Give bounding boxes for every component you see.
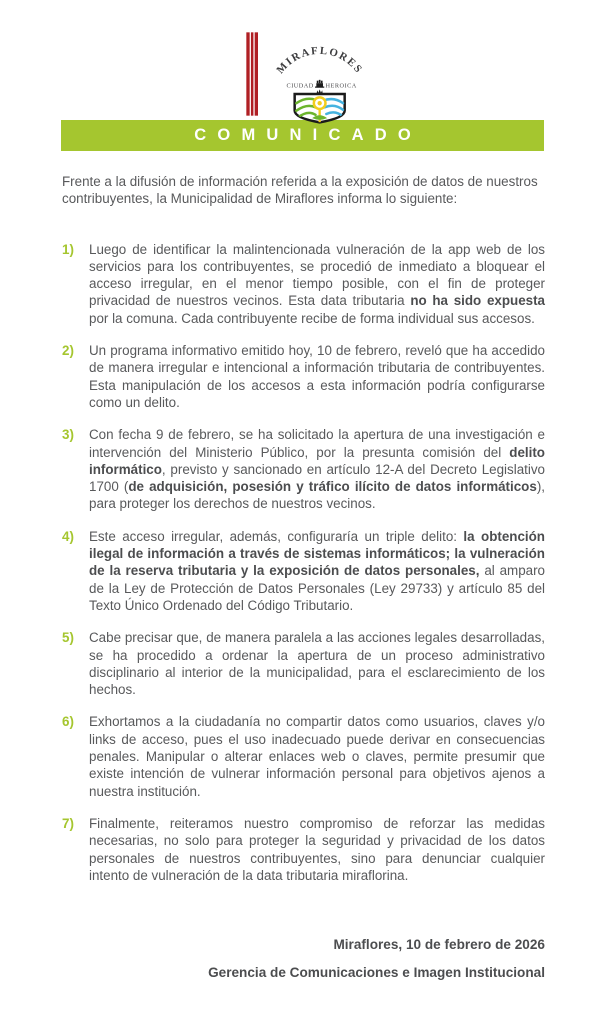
comunicado-banner <box>61 120 544 151</box>
item-number: 4) <box>62 528 74 544</box>
footer-signature: Gerencia de Comunicaciones e Imagen Institucional <box>208 965 545 980</box>
list-item <box>62 241 545 327</box>
list-item <box>62 713 545 799</box>
logo-motto-right: HEROICA <box>325 82 357 90</box>
logo-city-name: MIRAFLORES <box>273 44 365 77</box>
logo-motto-left: CIUDAD <box>286 82 314 90</box>
castle-icon <box>315 80 324 88</box>
item-text: Este acceso irregular, además, configuraría un triple delito: la obtención ilegal de información a través de sistemas informáticos; la vulneración de la reserva tributaria y la exposición de datos personales, al amparo de la Ley de Protección de Datos Personales (Ley 29733) y artículo 85 del Texto Único Ordenado del Código Tributario. <box>89 528 545 613</box>
footer <box>60 937 545 980</box>
list-item <box>62 815 545 884</box>
miraflores-logo <box>236 24 370 124</box>
item-number: 1) <box>62 241 74 257</box>
item-text: Luego de identificar la malintencionada vulneración de la app web de los servicios para los contribuyentes, se procedió de inmediato a bloquear el acceso irregular, en el menor tiempo posible, con el fin de proteger privacidad de nuestros vecinos. Esta data tributaria no ha sido expuesta por la comuna. Cada contribuyente recibe de forma individual sus accesos. <box>89 241 545 326</box>
banner-title: COMUNICADO <box>194 126 422 145</box>
item-number: 7) <box>62 815 74 831</box>
item-text: Un programa informativo emitido hoy, 10 de febrero, reveló que ha accedido de manera irregular e intencional a información tributaria de contribuyentes. Esta manipulación de los accesos a esta información podría configurarse como un delito. <box>89 343 545 410</box>
item-number: 5) <box>62 630 74 646</box>
list-item <box>62 426 545 512</box>
item-text: Finalmente, reiteramos nuestro compromiso de reforzar las medidas necesarias, no solo para proteger la seguridad y privacidad de los datos personales de nuestros contribuyentes, sino para denunciar cualquier intento de vulneración de la data tributaria miraflorina. <box>89 815 545 883</box>
logo-header <box>0 0 605 120</box>
item-text: Con fecha 9 de febrero, se ha solicitado la apertura de una investigación e intervención del Ministerio Público, por la presunta comisión del delito informático, previsto y sancionado en artículo 12-A del Decreto Legislativo 1700 (de adquisición, posesión y tráfico ilícito de datos informáticos), para proteger los derechos de nuestros vecinos. <box>89 427 545 512</box>
intro-paragraph: Frente a la difusión de información referida a la exposición de datos de nuestros contribuyentes, la Municipalidad de Miraflores informa lo siguiente: <box>62 174 538 207</box>
item-list <box>62 241 545 885</box>
item-number: 6) <box>62 714 74 730</box>
item-number: 3) <box>62 427 74 443</box>
content <box>0 173 605 884</box>
item-text: Cabe precisar que, de manera paralela a las acciones legales desarrolladas, se ha procedido a ordenar la apertura de un proceso administrativo disciplinario al interior de la municipalidad, para el esclarecimiento de los hechos. <box>89 630 545 698</box>
footer-dateline: Miraflores, 10 de febrero de 2026 <box>333 937 545 952</box>
banner-wrap <box>0 120 605 151</box>
list-item <box>62 629 545 698</box>
item-number: 2) <box>62 343 74 359</box>
flag-red-bars-icon <box>246 32 258 115</box>
item-text: Exhortamos a la ciudadanía no compartir datos como usuarios, claves y/o links de acceso, pues el uso inadecuado puede derivar en consecuencias penales. Manipular o alterar enlaces web o claves, permite presumir que existe intención de vulnerar información personal para objetivos ajenos a nuestra institución. <box>89 714 545 799</box>
list-item <box>62 528 545 614</box>
list-item <box>62 342 545 411</box>
